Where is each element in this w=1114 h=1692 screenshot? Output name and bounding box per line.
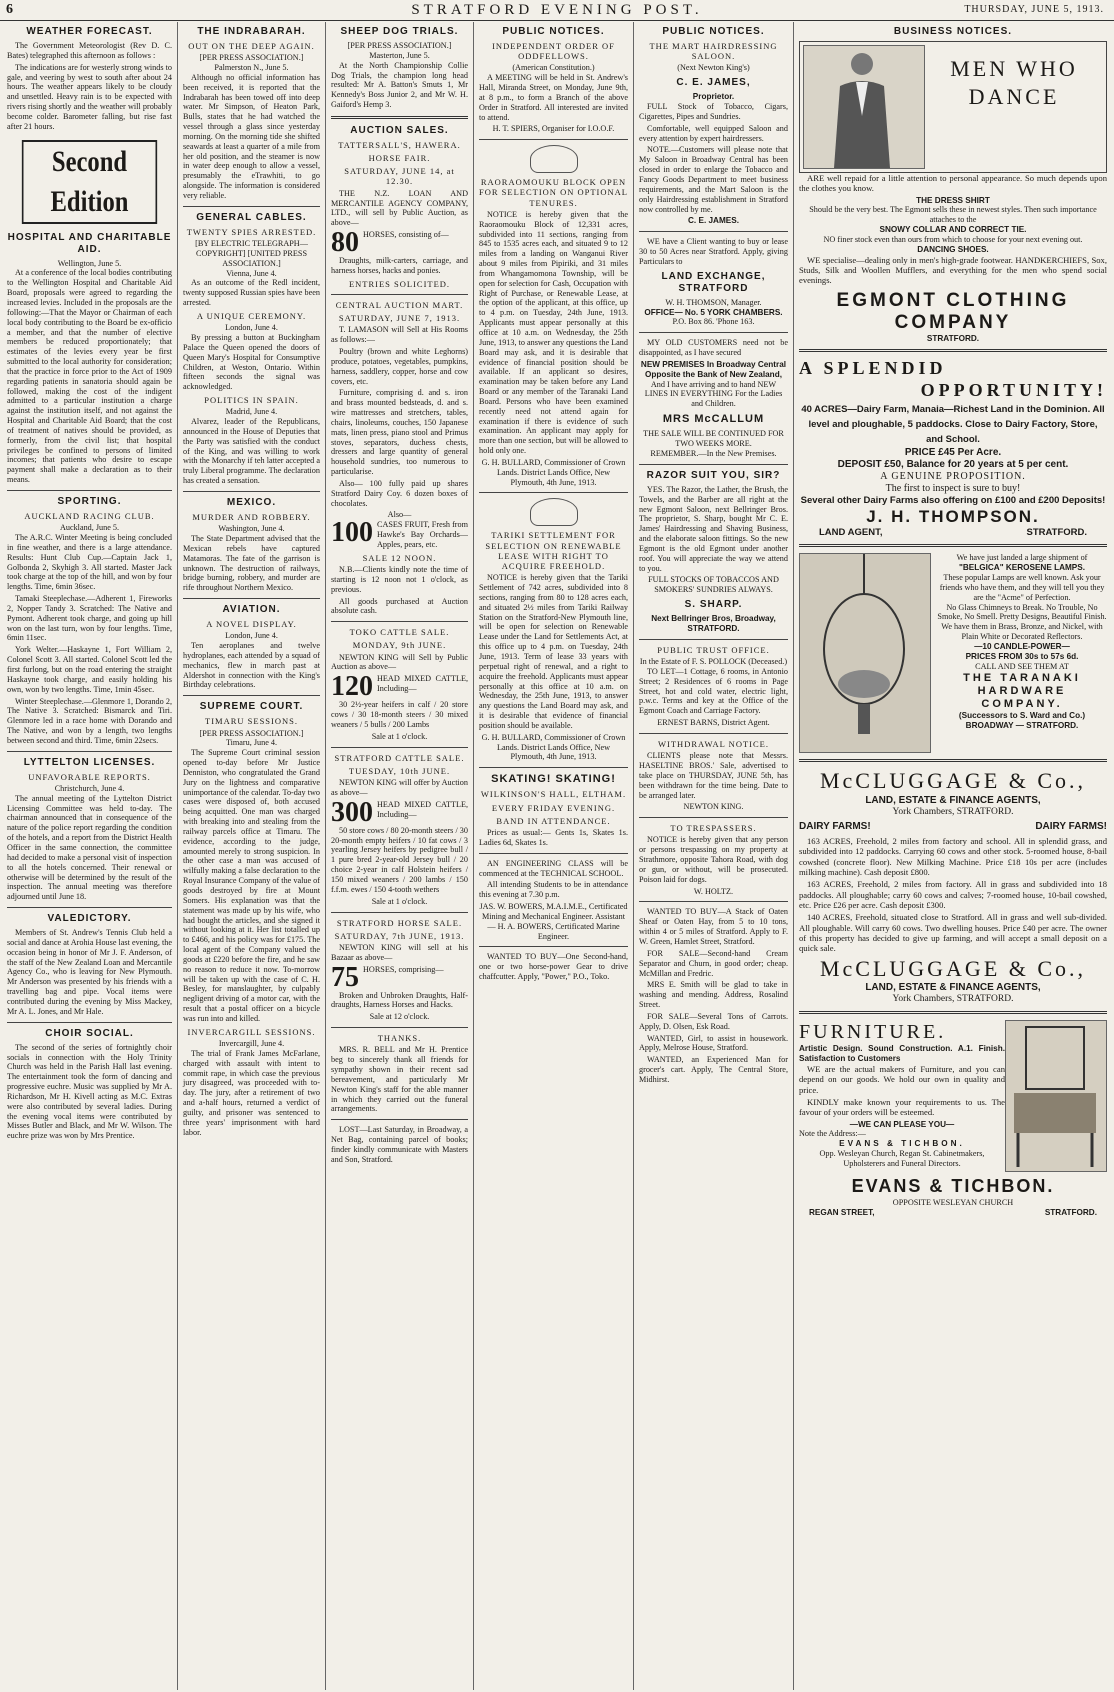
genuine-proposition: A GENUINE PROPOSITION. [880,471,1026,483]
remember-premises: REMEMBER.—In the New Premises. [650,449,777,459]
mart-saloon-subheading: THE MART HAIRDRESSING SALOON. [649,41,778,62]
men-who-dance-title: MEN WHO DANCE [950,56,1078,109]
indrabarah-assoc: [PER PRESS ASSOCIATION.] [199,53,304,63]
fruit-desc: CASES FRUIT, Fresh from Hawke's Bay Orchards—Apples, pears, etc. [377,520,468,549]
withdrawal-body: CLIENTS please note that Messrs. HASELTINE BROS.' Sale, advertised to take place on THURSDAY, JUNE 5th, has been withdrawn for the time being. Date to be arranged later. [639,751,788,800]
evans-town: STRATFORD. [1044,1207,1097,1217]
oddfellows-body: A MEETING will be held in St. Andrew's Hall, Miranda Street, on Monday, June 9th, at 8 p.m., to form a Branch of the above Order in Stratford. All interested are invited to attend. [479,73,628,122]
dancer-illustration [803,45,925,169]
mccluggage-title-2: McCLUGGAGE & Co., [819,955,1087,981]
wilkinson-hall: WILKINSON'S HALL, ELTHAM. [480,789,627,800]
ward-successors: (Successors to S. Ward and Co.) [958,711,1086,721]
sheep-dateline: Masterton, June 5. [369,50,430,60]
next-newton-king: (Next Newton King's) [677,63,750,73]
first-to-inspect: The first to inspect is sure to buy! [885,483,1021,495]
lamp-illustration [799,553,931,753]
wanted-man: WANTED, an Experienced Man for grocer's cart. Apply, The Central Store, Midhirst. [639,1055,788,1084]
indrabarah-heading: THE INDRABARAH. [197,26,306,37]
opportunity-heading: OPPORTUNITY! [920,380,1107,401]
can-please-you: —WE CAN PLEASE YOU— [849,1119,955,1129]
full-stocks: FULL STOCKS OF TOBACCOS AND SMOKERS' SUNDRIES ALWAYS. [648,575,779,595]
lyttelton-body: The annual meeting of the Lyttelton District Licensing Committee was held to-day. The chairman announced that in consequence of the nature of the police report regarding the condition of the hotels, and a report from the District Health Officer in the same connection, the committee had decided to make a personal visit of inspection to all the hotels concerned. Their renewal or otherwise will be determined by the result of the inspection. The annual meeting was therefore adjourned until June 18. [7,793,172,902]
land-exchange: LAND EXCHANGE, STRATFORD [661,270,766,294]
regan-street: REGAN STREET, [809,1207,875,1217]
thompson-name: J. H. THOMPSON. [866,506,1040,526]
toko-cattle-desc: HEAD MIXED CATTLE, Including— [377,674,468,694]
valedictory-body: Members of St. Andrew's Tennis Club held a social and dance at Arohia House last evening, the occasion being in honor of Mr J. F. Anderson, of the staff of the New Zealand Loan and Mercantile Agency Co., who is leaving for New Plymouth. Mr Anderson was presented by his friends with a travelling bag and pipe. Vocal items were contributed during the evening by Miss Mackey, Mr A. L. Jones, and Mr Hale. [7,928,172,1016]
auction-heading: AUCTION SALES. [350,124,449,136]
indrabarah-subheading: OUT ON THE DEEP AGAIN. [188,41,315,51]
entries-solicited: ENTRIES SOLICITED. [348,278,451,289]
racing-result-1: The A.R.C. Winter Meeting is being concluded in fine weather, and there is a large attendance. Results: Hunt Club Cup.—Captain Jack 1, Golbonda 2, Skyhigh 3. All started. Master Jack took charge at the top of the hill, and won by four lengths. Time, 6min 36sec. [7,533,172,592]
smith-washing: MRS E. Smith will be glad to take in washing and mending. Address, Rosalind Street. [639,980,788,1010]
po-box: P.O. Box 86. 'Phone 163. [672,317,755,327]
farm-163-b: 163 ACRES, Freehold, 2 miles from factory. All in grass and subdivided into 18 paddocks. All ploughable; carry 60 cows and calves; 7-roomed house, 10-bail cowshed, etc. Price £26 per acre. Cash deposit £300. [799,879,1107,911]
mexico-heading: MEXICO. [226,496,277,508]
tobacco-stock: FULL Stock of Tobacco, Cigars, Cigarettes, Pipes and Sundries. [639,102,788,121]
lamason-furniture: Furniture, comprising d. and s. iron and brass mounted bedsteads, d. and s. wire mattresses and stretchers, tables, chairs, linoleums, couches, 150 Japanese mats, linen press, piano stool and Primus stoves, separators, duchess chests, dressers and large quantity of general household sundries, too numerous to particularise. [331,388,468,477]
sale-continued: THE SALE WILL BE CONTINUED FOR TWO WEEKS MORE. [643,429,784,449]
bowers-signature: JAS. W. BOWERS, M.A.I.M.E., Certificated Mining and Mechanical Engineer. Assistant— H. A. BOWERS, Certificated Marine Engineer. [479,902,628,941]
invercargill-subheading: INVERCARGILL SESSIONS. [187,1026,316,1037]
trespassers-subheading: TO TRESPASSERS. [670,823,757,834]
weather-heading: WEATHER FORECAST. [26,26,153,37]
horse-sale-types: Broken and Unbroken Draughts, Half-draughts, Harness Horses and Hacks. [331,990,468,1010]
proprietor-label: Proprietor. [692,92,735,102]
central-mart-date: SATURDAY, JUNE 7, 1913. [338,313,461,324]
farm-description: 40 ACRES—Dairy Farm, Manaia—Richest Land in the Dominion. All level and ploughable, 5 paddocks. Close to Dairy Factory, Store, and School. [801,403,1105,446]
tariki-body: NOTICE is hereby given that the Tariki Settlement of 742 acres, subdivided into 8 sections, ranging from 80 to 128 acres each, and situated 2½ miles from Tariki Railway Station on the Stratford-New Plymouth line, will be open for selection on Renewable Lease under the Land for Settlements Act, at this office up to 4 p.m. on Tuesday, 24th June, 1913. Term of lease 33 years with perpetual right of renewal, and a right to acquire the freehold. Applicants must appear personally at this office at 10 a.m. on Wednesday, the 25th June, 1913, to answer any questions the Land Board may ask, and it is desirable that evidence of financial position should be available. [479,573,628,730]
mexico-subheading: MURDER AND ROBBERY. [192,511,311,522]
spies-dateline: Vienna, June 4. [226,268,277,278]
horse-fair-label: HORSE FAIR. [368,153,431,164]
mccluggage-york: York Chambers, STRATFORD. [892,806,1014,817]
evans-address-row [799,1208,1107,1218]
issue-date: THURSDAY, JUNE 5, 1913. [964,4,1104,15]
razor-heading: RAZOR SUIT YOU, SIR? [646,469,781,481]
hospital-dateline: Wellington, June 5. [57,258,122,268]
cash-note: All goods purchased at Auction absolute cash. [331,596,468,616]
new-premises: NEW PREMISES In Broadway Central Opposite the Bank of New Zealand, [640,359,787,379]
furniture-ad [799,1020,1107,1172]
racing-dateline: Auckland, June 5. [59,523,120,533]
mexico-body: The State Department advised that the Mexican rebels have captured Matamoras. The fate of the garrison is unknown. The destruction of railways, bridge burning, robbery, and murder are rife throughout Northern Mexico. [183,534,320,593]
weather-body: The indications are for westerly strong winds to gale, and veering by west to south after about 24 hours. The weather appears likely to be cloudy and unsettled. Heavy rain is to be expected with rivers rising shortly and the weather will probably become colder. Barometer falling, but rise fast after 21 hours. [7,62,172,131]
lamp-popular: These popular Lamps are well known. Ask your friends who have them, and they will tell you they are the "Acme" of Perfection. [939,573,1105,602]
hardware-address: BROADWAY — STRATFORD. [965,720,1079,730]
fruit-count: 100 [331,517,373,549]
tattersall-subheading: TATTERSALL'S, HAWERA. [338,139,461,150]
skating-prices: Prices as usual:— Gents 1s, Skates 1s. Ladies 6d, Skates 1s. [479,828,628,847]
aviation-subheading: A NOVEL DISPLAY. [206,619,297,630]
horses-desc: HORSES, consisting of— [363,230,449,240]
stratford-sale-time: Sale at 1 o'clock. [371,896,428,906]
toko-sale-time: Sale at 1 o'clock. [371,731,428,741]
racing-result-3: York Welter.—Haskayne 1, Fort William 2, Colonel Scott 3. All started. Colonel Scott led the first furlong, but on the road entering the straight Haskayne took charge, and easily holding his own, won by two lengths. Time, 1min 45sec. [7,645,172,694]
for-sale-carrots: FOR SALE—Several Tons of Carrots. Apply, D. Olsen, Esk Road. [639,1011,788,1031]
evans-tichbon-big: EVANS & TICHBON. [851,1176,1055,1197]
stratford-items: 50 store cows / 80 20-month steers / 30 20-month empty heifers / 10 fat cows / 3 yearling Jersey heifers by pedigree bull / 1 pure bred 2-year-old Jersey bull / 20 choice 2-year in calf Holstein heifers / 150 mixed weaners / 200 lambs / 150 f.f.m. ewes / 150 4-tooth wethers [331,825,468,894]
farm-163-a: 163 ACRES, Freehold, 2 miles from factory and school. All in splendid grass, and subdivided into 12 paddocks. Carrying 60 cows and other stock. 5-roomed house, 8-bail cowshed (concrete floor). New Milking Machine. Price £18 10s per acre (includes milking machine). Cash deposit £800. [799,836,1107,878]
horse-sale-date: SATURDAY, 7th JUNE, 1913. [334,930,465,941]
horses-count: 80 [331,227,359,259]
egmont-company: EGMONT CLOTHING COMPANY [836,289,1070,333]
racing-subheading: AUCKLAND RACING CLUB. [24,511,155,521]
skating-heading: SKATING! SKATING! [491,773,616,786]
dancing-shoes: DANCING SHOES. [917,244,989,254]
toko-cattle-count: 120 [331,671,373,703]
saloon-note: NOTE.—Customers will please note that My Saloon in Broadway Central has been closed in order to enlarge the Tobacco and Fancy Goods Department to meet business requirements, and the Mart Saloon is the only Hairdressing establishment in Stratford now controlled by me. [639,145,788,214]
furniture-kindly: KINDLY make known your requirements to us. The favour of your orders will be esteemed. [799,1097,1005,1118]
every-friday: EVERY FRIDAY EVENING. [491,802,616,813]
splendid-heading: A SPLENDID [799,358,947,379]
spies-subheading: TWENTY SPIES ARRESTED. [186,226,317,237]
ceremony-subheading: A UNIQUE CEREMONY. [196,310,307,321]
withdrawal-subheading: WITHDRAWAL NOTICE. [658,738,769,749]
crown-crest-icon [530,145,578,173]
start-time-note: N.B.—Clients kindly note the time of starting is 12 noon not 1 o'clock, as previous. [331,565,468,594]
horse-sale-time: Sale at 12 o'clock. [369,1012,430,1022]
lamp-prices: PRICES FROM 30s to 57s 6d. [965,651,1079,661]
crown-crest-icon [530,498,578,526]
toko-newton-king: NEWTON KING will Sell by Public Auction as above— [331,652,468,672]
call-and-see: CALL AND SEE THEM AT [975,661,1069,671]
barns-signature: ERNEST BARNS, District Agent. [657,718,770,728]
column-4 [474,22,634,1690]
column-6 [794,22,1112,1690]
stratford-cattle-date: TUESDAY, 10th JUNE. [348,765,451,776]
sharp-name: S. SHARP. [684,599,743,611]
james-name: C. E. JAMES, [676,77,751,89]
snowy-collar: SNOWY COLLAR AND CORRECT TIE. [879,225,1027,235]
to-let-body: TO LET—1 Cottage, 6 rooms, in Antonio Street; 2 Residences of 6 rooms in Page Street, hot and cold water, electric light, p.w.c. Terms and key at the Office of the Egmont Coach and Carriage Factory. [639,666,788,716]
lost-notice: LOST—Last Saturday, in Broadway, a Net Bag, containing parcel of books; finder kindly communicate with Masters and Son, Stratford. [331,1125,468,1164]
ceremony-dateline: London, June 4. [225,323,278,333]
second-edition-banner: Second Edition [22,140,157,224]
mccallum-intro: MY OLD CUSTOMERS need not be disappointed, as I have secured [639,338,788,358]
land-agent: LAND AGENT, [819,527,883,538]
lamason-intro: T. LAMASON will Sell at His Rooms as follows:— [331,325,468,345]
razor-body: YES. The Razor, the Lather, the Brush, the Towels, and the Barber are all right at the new Egmont Saloon, next Bellringer Bros. The proprietor, S. Sharp, bought Mr C. E. James' Hairdressing and Shaving Business, and the elaborate saloon fittings. So the new Egmont is the old Egmont under another roof. You will appreciate the way we attend to you. [639,484,788,573]
page-number: 6 [6,2,13,17]
sale-noon: SALE 12 NOON. [362,552,437,563]
mccluggage-agents: LAND, ESTATE & FINANCE AGENTS, [865,794,1041,806]
court-body: The Supreme Court criminal session opened to-day before Mr Justice Denniston, who congratulated the Grand Jury on the lightness and comparative unimportance of the calendar. To-day two cases were disposed of, both accused being acquitted. One man was charged with breaking into and stealing from the railway parcels office at Timaru. The evidence, according to the judge, amounted merely to strong suspicion. In the other case a man was accused of wilfully making a false declaration to the Royal Insurance Company of the value of goods destroyed by fire at Mount Somers. His explanation was that the statement was made up by his wife, who had bought the articles, and she signed it without looking at it. Her list totalled up to £466, and his policy was for £175. The local agent of the Company valued the goods at £220 before the fire, and he saw no reason to reduce it now. To-morrow will be taken up with the case of C. H. Besley, for manslaughter, by culpably negligent driving of a motor car, with the result that a postal officer on a bicycle was run into and killed. [183,748,320,1023]
hospital-heading: HOSPITAL AND CHARITABLE AID. [7,231,172,255]
aviation-dateline: London, June 4. [225,631,278,641]
oddfellows-signature: H. T. SPIERS, Organiser for I.O.O.F. [492,124,615,134]
men-who-dance-ad [799,41,1107,173]
cables-heading: GENERAL CABLES. [196,211,307,223]
indrabarah-dateline: Palmerston N., June 5. [214,63,289,73]
racing-result-2: Tamaki Steeplechase.—Adherent 1, Fireworks 2, Nopper Tandy 3. Scratched: The Native and Pymont. Adherent took charge, and going up hill won on the last turn, won by four lengths. Time, 6min 11sec. [7,594,172,643]
band-attendance: BAND IN ATTENDANCE. [496,815,611,826]
york-office: OFFICE— No. 5 YORK CHAMBERS. [644,307,783,317]
weather-intro: The Government Meteorologist (Rev D. C. Bates) telegraphed this afternoon as follows : [7,41,172,60]
finer-stock: NO finer stock even than ours from which to choose for your next evening out. [823,235,1083,244]
dairy-farms-row [799,821,1107,833]
mccallum-name: MRS McCALLUM [662,413,765,426]
saloon-comfortable: Comfortable, well equipped Saloon and every attention by expert hairdressers. [639,123,788,143]
holtz-signature: W. HOLTZ. [693,886,734,896]
court-dateline: Timaru, June 4. [225,738,278,748]
spies-body: As an outcome of the Redl incident, twenty supposed Russian spies have been arrested. [183,278,320,308]
candle-power: —10 CANDLE-POWER— [974,641,1070,651]
lyttelton-dateline: Christchurch, June 4. [54,783,125,793]
lamp-features: No Glass Chimneys to Break. No Trouble, No Smoke, No Smell. Pretty Designs, Beautiful Finish. We have them in Brass, Bronze, and Nickel, with Plain White or Decorated Reflectors. [937,602,1107,642]
public-notices-heading-2: PUBLIC NOTICES. [662,26,765,37]
farm-price: PRICE £45 Per Acre. [904,447,1002,459]
raoraomouku-body: NOTICE is hereby given that the Raoraomouku Block of 12,331 acres, subdivided into 11 sections, ranging from 845 to 1535 acres each, and situated 9 to 12 miles from a landing on Wanganui River about 9 miles from Pipiriki, and 31 miles from Whangamomona Township, will be open for selection for Cash, Occupation with Right of Purchase, or Renewable Lease, at the option of the applicant, at this office, up to 4 p.m. on Tuesday, 24th June, 1913. Applicants must appear personally at this office at 10 a.m. on Wednesday, the 25th June, 1913, to answer any questions the Land Board may ask, and it is desirable that evidence of financial position should be available. If an applicant so desires, examination may be taken before any Land Board or any member of the Taranaki Land Board. Persons who have been examined recently need not attend again for examination if there is evidence of such examination. An applicant may apply for more than one section, but will be allowed to hold only one. [479,209,628,456]
farm-140: 140 ACRES, Freehold, situated close to Stratford. All in grass and well sub-divided. All ploughable. Will carry 60 cows. Two dwelling houses. Price £40 per acre. The owner of this property has decided to give up farming, and will accept a small deposit on a quick sale. [799,912,1107,954]
central-mart-subheading: CENTRAL AUCTION MART. [335,299,464,310]
dance-intro: ARE well repaid for a little attention to personal appearance. So much depends upon the clothes you know. [799,173,1107,194]
newspaper-title: STRATFORD EVENING POST. [411,2,703,18]
furniture-heading: FURNITURE. [799,1021,947,1044]
column-5 [634,22,794,1690]
thanks-subheading: THANKS. [377,1033,422,1044]
trespassers-body: NOTICE is hereby given that any person or persons trespassing on my property at Strathmore, opposite Tahora Road, with dog or gun, or without, will be prosecuted. Poison laid for dogs. [639,835,788,884]
bullard-signature-2: G. H. BULLARD, Commissioner of Crown Lands. District Lands Office, New Plymouth, 4th June, 1913. [481,732,626,762]
thomson-manager: W. H. THOMSON, Manager. [665,297,762,307]
court-subheading: TIMARU SESSIONS. [205,716,298,727]
oddfellows-subheading: INDEPENDENT ORDER OF ODDFELLOWS. [492,41,615,62]
column-1 [2,22,178,1690]
sheep-assoc: [PER PRESS ASSOCIATION.] [347,41,452,50]
newton-king-signature: NEWTON KING. [683,802,744,812]
engineering-class: AN ENGINEERING CLASS will be commenced at the TECHNICAL SCHOOL. [479,858,628,878]
spain-dateline: Madrid, June 4. [225,407,278,417]
american-constitution: (American Constitution.) [512,63,595,73]
horse-sale-desc: HORSES, comprising— [363,964,444,974]
cables-assoc: [BY ELECTRIC TELEGRAPH—COPYRIGHT] [UNITED PRESS ASSOCIATION.] [195,239,308,268]
stratford-cattle-desc: HEAD MIXED CATTLE, Including— [377,799,468,819]
also-label: Also— [387,510,412,520]
dance-specialise: WE specialise—dealing only in men's high-grade footwear. HANDKERCHIEFS, Sox, Studs, Silk and Woollen Mufflers, and everything for the men who spend social evenings. [799,254,1107,286]
horse-sale-subheading: STRATFORD HORSE SALE. [336,917,463,928]
egmont-town: STRATFORD. [926,333,980,343]
public-notices-heading: PUBLIC NOTICES. [502,26,605,37]
ceremony-body: By pressing a button at Buckingham Palace the Queen opened the doors of Queen Mary's Hospital for Consumptive Children, at Weston, Ontario. Within fifteen seconds the signal was acknowledged. [183,332,320,392]
mccluggage-york-2: York Chambers, STRATFORD. [892,994,1014,1004]
racing-result-4: Winter Steeplechase.—Glenmore 1, Dorando 2, The Native 3. Scratched: Bismarck and Tiri. Glenmore led in a race home with Dorando and The Native, and won by a length, two lengths between second and third. Time, 6min 22secs. [7,696,172,745]
indrabarah-body: Although no official information has been received, it is reported that the Indrabarah has been towed off into deep water. Mr Simpson, of Heaton Park, Bulls, states that he had watched the vessel through a glass since yesterday morning. On the morning tide she shifted seawards at least a quarter of a mile from her old position, and the steamer is now in water deep enough to allow a vessel, presumably the eTrawhiti, to go alongside. The information is considered very reliable. [183,72,320,200]
lamp-landed: We have just landed a large shipment of [956,553,1088,563]
aviation-body: Ten aeroplanes and twelve hydroplanes, each attended by a squad of mechanics, flew in march past at Aldershot in connection with the King's Birthday celebrations. [183,641,320,690]
several-farms: Several other Dairy Farms also offering on £100 and £200 Deposits! [800,495,1106,507]
public-trust-subheading: PUBLIC TRUST OFFICE. [657,644,770,655]
thanks-body: MRS. R. BELL and Mr H. Prentice beg to sincerely thank all friends for sympathy shown in their recent sad bereavement, and particularly Mr Newton King's staff for the able manner in which they carried out the funeral arrangements. [331,1045,468,1114]
for-sale-separator: FOR SALE—Second-hand Cream Separator and Churn, in good order; cheap. McMillan and Fredric. [639,948,788,978]
lamps-ad [799,553,1107,753]
dress-shirt-body: Should be the very best. The Egmont sells these in newest styles. Then such importance attaches to the [809,205,1097,225]
pollock-estate: In the Estate of F. S. POLLOCK (Deceased.) [639,657,788,667]
belgica-lamps: "BELGICA" KEROSENE LAMPS. [958,563,1086,573]
invercargill-body: The trial of Frank James McFarlane, charged with assault with intent to commit rape, in which case the previous jury disagreed, was proceeded with to-day. The jury, after a retirement of two and a-half hours, returned a verdict of guilty, and prisoner was sentenced to three years' imprisonment with hard labor. [183,1048,320,1137]
james-signature: C. E. JAMES. [688,216,739,226]
mccluggage-title: McCLUGGAGE & Co., [819,768,1087,794]
sporting-heading: SPORTING. [57,496,122,507]
lyttelton-heading: LYTTELTON LICENSES. [23,756,156,768]
spain-subheading: POLITICS IN SPAIN. [204,395,299,406]
wanted-girl: WANTED, Girl, to assist in housework. Apply, Melrose House, Stratford. [639,1033,788,1053]
column-3 [326,22,474,1690]
thompson-town: STRATFORD. [1026,527,1087,538]
evans-details: Opp. Wesleyan Church, Regan St. Cabinetmakers, Upholsterers and Funeral Directors. [819,1149,985,1169]
furniture-makers: WE are the actual makers of Furniture, and you can depend on our goods. We hold our own in quality and price. [799,1064,1005,1095]
toko-subheading: TOKO CATTLE SALE. [349,627,450,638]
stratford-cattle-subheading: STRATFORD CATTLE SALE. [334,752,465,763]
mccluggage-agents-2: LAND, ESTATE & FINANCE AGENTS, [865,982,1041,993]
dress-shirt: THE DRESS SHIRT [916,195,990,205]
stratford-cattle-count: 300 [331,796,373,828]
stratford-newton-king: NEWTON KING will offer by Auction as above— [331,778,468,797]
lamason-poultry: Poultry (brown and white Leghorns) produce, potatoes, vegetables, pumpkins, harness, saddlery, copper, horse and cow covers, etc. [331,346,468,386]
spain-body: Alvarez, leader of the Republicans, announced in the House of Deputies that the Party was satisfied with the conduct of the King, and was willing to work with the Monarchy if teh latter accepted a truly Liberal programme. The declaration has created a sensation. [183,417,320,486]
horse-newton-king: NEWTON KING will sell at his Bazaar as above— [331,942,468,962]
wanted-oaten-hay: WANTED TO BUY—A Stack of Oaten Sheaf or Oaten Hay, from 5 to 10 tons, within 4 or 5 miles of Stratford. Apply to F. W. Green, Hamlet Street, Stratford. [639,907,788,946]
new-lines: And I have arriving and to hand NEW LINES IN EVERYTHING For the Ladies and Children. [644,379,783,409]
bullard-signature-1: G. H. BULLARD, Commissioner of Crown Lands. District Lands Office, New Plymouth, 4th June, 1913. [481,457,626,487]
business-notices-heading: BUSINESS NOTICES. [893,26,1013,37]
farm-deposit: DEPOSIT £50, Balance for 20 years at 5 per cent. [837,459,1069,471]
toko-date: MONDAY, 9th JUNE. [352,640,447,651]
furniture-tagline: Artistic Design. Sound Construction. A.1. Finish. Satisfaction to Customers [799,1044,1005,1064]
sharp-address: Next Bellringer Bros, Broadway, STRATFORD. [651,614,776,633]
nzloan-notice: THE N.Z. LOAN AND MERCANTILE AGENCY COMPANY, LTD., will sell by Public Auction, as above— [331,188,468,228]
horses-types: Draughts, milk-carters, carriage, and harness horses, hacks and ponies. [331,256,468,275]
dressing-table-illustration [1005,1020,1107,1172]
tariki-subheading: TARIKI SETTLEMENT FOR SELECTION ON RENEWABLE LEASE WITH RIGHT TO ACQUIRE FREEHOLD. [485,530,622,572]
column-2 [178,22,326,1690]
engineering-students: All intending Students to be in attendance this evening at 7.30 p.m. [479,880,628,900]
dairy-farms-right: DAIRY FARMS! [1035,821,1107,833]
evans-tichbon: EVANS & TICHBON. [839,1139,965,1149]
valedictory-heading: VALEDICTORY. [47,913,132,925]
choir-body: The second of the series of fortnightly choir socials in connection with the Holy Trinity Church was held in the Parish Hall last evening. The entertainment took the form of dancing and progressive euchre. Music was supplied by Mr A. Richardson, Mr H. Kivell acting as M.C. Extras were also contributed by several ladies. During the evening vocal items were contributed by Misses Butler and Black, and Mr W. Wilson. The euchre prize was won by Mrs Prentice. [7,1042,172,1141]
sheep-body: At the North Championship Collie Dog Trials, the champion long head resulted: Mr A. Batton's Smuts 1, Mr Kennedy's Boss Junior 2, and Mr W. H. Gaiford's Hemp 3. [331,60,468,110]
opposite-wesleyan: OPPOSITE WESLEYAN CHURCH [892,1197,1014,1207]
lamason-shares: Also— 100 fully paid up shares Stratford Dairy Coy. 6 dozen boxes of chocolates. [331,478,468,508]
lyttelton-subheading: UNFAVORABLE REPORTS. [28,771,151,782]
court-heading: SUPREME COURT. [199,701,304,713]
raoraomouku-subheading: RAORAOMOUKU BLOCK OPEN FOR SELECTION ON OPTIONAL TENURES. [479,177,628,208]
horse-fair-date: SATURDAY, JUNE 14, at 12.30. [344,166,455,187]
dairy-farms-left: DAIRY FARMS! [799,821,871,833]
choir-heading: CHOIR SOCIAL. [45,1027,134,1039]
note-address: Note the Address:— [799,1129,866,1139]
toko-items: 30 2½-year heifers in calf / 20 store cows / 30 18-month steers / 30 mixed weaners / 5 bulls / 200 Lambs [331,700,468,729]
wanted-gear: WANTED TO BUY—One Second-hand, one or two horse-power Gear to drive chaffcutter. Apply, "Power," P.O., Toko. [479,952,628,982]
page-columns [2,22,1112,1690]
court-assoc: [PER PRESS ASSOCIATION.] [199,728,304,738]
horse-sale-count: 75 [331,961,359,993]
masthead [0,0,1114,21]
mexico-dateline: Washington, June 4. [218,524,285,534]
invercargill-dateline: Invercargill, June 4. [218,1039,285,1048]
aviation-heading: AVIATION. [222,604,281,616]
thompson-agent-line [799,527,1107,538]
client-wanted: WE have a Client wanting to buy or lease 30 to 50 Acres near Stratford. Apply, giving Particulars to [639,237,788,266]
hospital-body: At a conference of the local bodies contributing to the Wellington Hospital and Charitable Aid Board, proposals were agreed to regarding the increased levies. Included in the proposals are the following:—That the Mayor or Chairman of each local body contributing to the Board be ex-officio a member, and that the number of elective members be reduced proportionately; that estimates of the levies every year be first submitted to the local authority for consideration; that the practice in force prior to the Act of 1909 regarding patients in sanatoria should again be followed, making the cost of the indigent admitted to a particular institution a charge against the institution itself, and not against the Hospital and Charitable Aid Board; that the cost of treatment of natives should be provided, as formerly, from the civil list; that hospital privileges be confined to persons of limited incomes; that patients who desire to escape payment shall make a declaration as to their means. [7,268,172,485]
sheep-heading: SHEEP DOG TRIALS. [340,26,459,37]
taranaki-hardware: THE TARANAKI HARDWARE COMPANY. [963,671,1081,710]
